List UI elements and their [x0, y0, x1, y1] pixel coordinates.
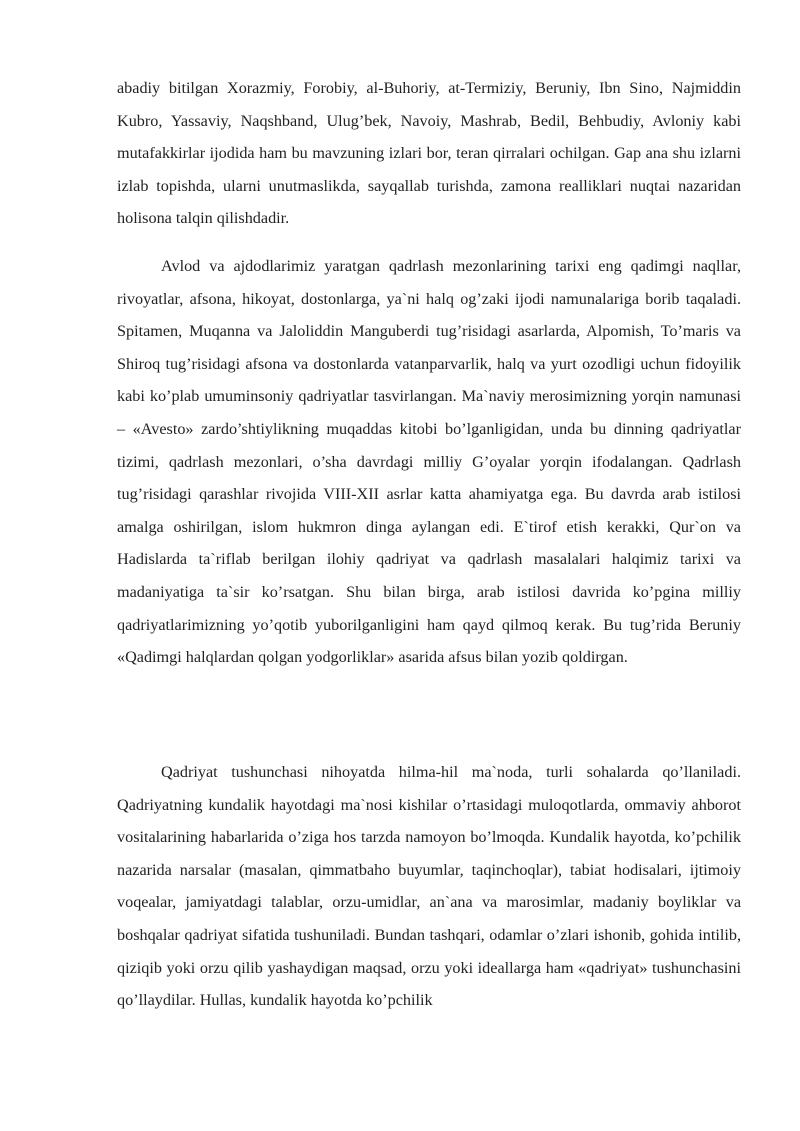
paragraph-avlod [117, 250, 741, 674]
paragraph-2-text: Avlod va ajdodlarimiz yaratgan qadrlash mezonlarining tarixi eng qadimgi naqllar, rivoyatlar, afsona, hikoyat, dostonlarga, ya`ni halq og’zaki ijodi namunalariga borib taqaladi. Spitamen, Muqanna va Jaloliddin Manguberdi tug’risidagi asarlarda, Alpomish, To’maris va Shiroq tug’risidagi afsona va dostonlarda vatanparvarlik, halq va yurt ozodligi uchun fidoyilik kabi ko’plab umuminsoniy qadriyatlar tasvirlangan. Ma`naviy merosimizning yorqin namunasi – «Avesto» zardo’shtiylikning muqaddas kitobi bo’lganligidan, unda bu dinning qadriyatlar tizimi, qadrlash mezonlari, o’sha davrdagi milliy G’oyalar yorqin ifodalangan. Qadrlash tug’risidagi qarashlar rivojida VIII-XII asrlar katta ahamiyatga ega. Bu davrda arab istilosi amalga oshirilgan, islom hukmron dinga aylangan edi. E`tirof etish kerakki, Qur`on va Hadislarda ta`riflab berilgan ilohiy qadriyat va qadrlash masalalari halqimiz tarixi va madaniyatiga ta`sir ko’rsatgan. Shu bilan birga, arab istilosi davrida ko’pgina milliy qadriyatlarimizning yo’qotib yuborilganligini ham qayd qilmoq kerak. Bu tug’rida Beruniy «Qadimgi halqlardan qolgan yodgorliklar» asarida afsus bilan yozib qoldirgan. [117, 257, 741, 667]
paragraph-continuation [117, 72, 741, 235]
paragraph-qadriyat [117, 756, 741, 1017]
paragraph-1-text: abadiy bitilgan Xorazmiy, Forobiy, al-Buhoriy, at-Termiziy, Beruniy, Ibn Sino, Najmiddin Kubro, Yassaviy, Naqshband, Ulug’bek, Navoiy, Mashrab, Bedil, Behbudiy, Avloniy kabi mutafakkirlar ijodida ham bu mavzuning izlari bor, teran qirralari ochilgan. Gap ana shu izlarni izlab topishda, ularni unutmaslikda, sayqallab turishda, zamona realliklari nuqtai nazaridan holisona talqin qilishdadir. [117, 79, 741, 228]
paragraph-3-text: Qadriyat tushunchasi nihoyatda hilma-hil ma`noda, turli sohalarda qo’llaniladi. Qadriyatning kundalik hayotdagi ma`nosi kishilar o’rtasidagi muloqotlarda, ommaviy ahborot vositalarining habarlarida o’ziga hos tarzda namoyon bo’lmoqda. Kundalik hayotda, ko’pchilik nazarida narsalar (masalan, qimmatbaho buyumlar, taqinchoqlar), tabiat hodisalari, ijtimoiy voqealar, jamiyatdagi talablar, orzu-umidlar, an`ana va marosimlar, madaniy boyliklar va boshqalar qadriyat sifatida tushuniladi. Bundan tashqari, odamlar o’zlari ishonib, gohida intilib, qiziqib yoki orzu qilib yashaydigan maqsad, orzu yoki ideallarga ham «qadriyat» tushunchasini qo’llaydilar. Hullas, kundalik hayotda ko’pchilik [117, 763, 741, 1010]
